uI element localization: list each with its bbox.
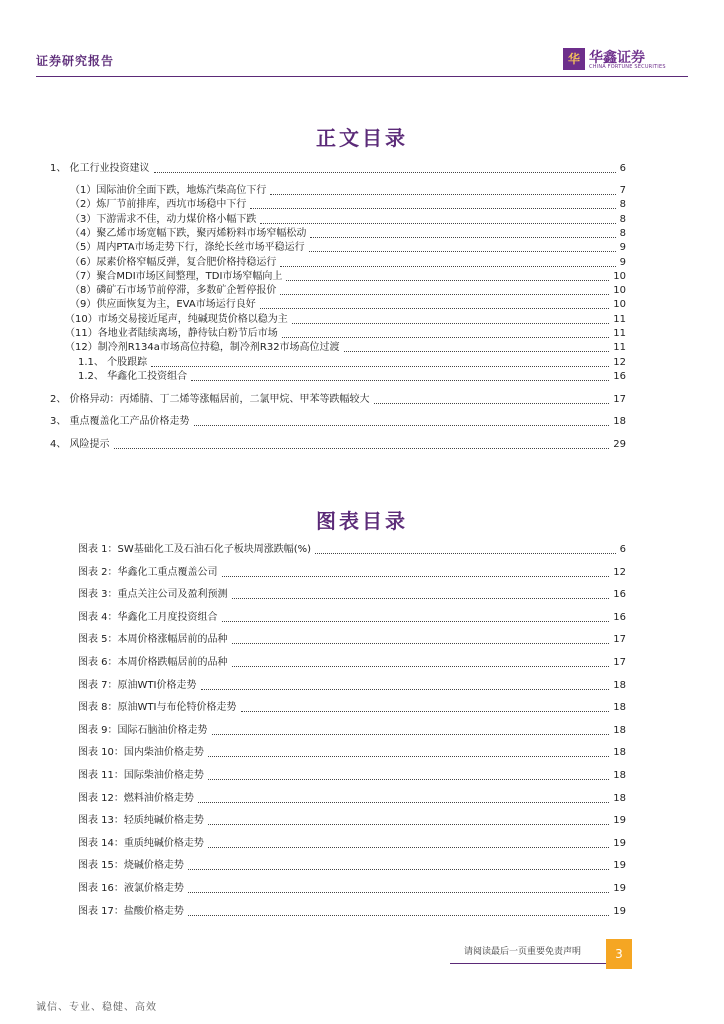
fig-entry-label: 图表 17：盐酸价格走势: [78, 905, 184, 917]
fig-entry-label: 图表 16：液氯价格走势: [78, 883, 184, 894]
toc-entry-label: （2）炼厂节前排库，西坑市场稳中下行: [70, 199, 247, 210]
fig-entry[interactable]: [78, 633, 626, 647]
toc-entry[interactable]: [70, 227, 626, 241]
toc-entry-label: （3）下游需求不佳，动力煤价格小幅下跌: [70, 214, 257, 225]
header-divider: [36, 76, 688, 77]
toc-entry-page: 29: [613, 439, 626, 450]
fig-entry-label: 图表 12：燃料油价格走势: [78, 792, 194, 804]
leader-dots: [280, 265, 615, 267]
leader-dots: [188, 914, 609, 916]
leader-dots: [286, 279, 609, 281]
fig-entry-label: 图表 15：烧碱价格走势: [78, 860, 184, 872]
leader-dots: [241, 710, 610, 712]
toc-entry-label: （10）市场交易接近尾声，纯碱现货价格以稳为主: [65, 314, 288, 325]
leader-dots: [208, 823, 609, 825]
toc-entry[interactable]: [50, 162, 626, 176]
fig-entry-label: 图表 9：国际石脑油价格走势: [78, 724, 208, 736]
fig-entry[interactable]: [78, 543, 626, 557]
toc-entry-page: 16: [613, 371, 626, 382]
figure-list-title: 图表目录: [316, 509, 408, 533]
leader-dots: [282, 336, 610, 338]
leader-dots: [280, 293, 609, 295]
fig-entry[interactable]: [78, 566, 626, 580]
fig-entry[interactable]: [78, 769, 626, 783]
toc-entry-label: 1.2、 华鑫化工投资组合: [78, 371, 188, 382]
leader-dots: [232, 597, 610, 599]
toc-entry-page: 17: [613, 394, 626, 405]
company-motto: 诚信、专业、稳健、高效: [36, 1002, 157, 1013]
toc-entry[interactable]: [65, 313, 626, 327]
toc-entry-label: （6）尿素价格窄幅反弹，复合肥价格持稳运行: [70, 257, 277, 268]
fig-entry-page: 17: [613, 657, 626, 668]
fig-entry-label: 图表 10：国内柴油价格走势: [78, 747, 204, 759]
leader-dots: [270, 193, 615, 195]
leader-dots: [292, 322, 610, 324]
toc-entry-label: 1、 化工行业投资建议: [50, 163, 150, 174]
fig-entry[interactable]: [78, 611, 626, 625]
toc-entry[interactable]: [70, 256, 626, 270]
toc-entry-page: 11: [613, 328, 626, 339]
fig-entry-page: 18: [613, 702, 626, 714]
leader-dots: [188, 891, 609, 893]
leader-dots: [260, 307, 610, 309]
fig-entry[interactable]: [78, 679, 626, 693]
leader-dots: [212, 733, 610, 735]
toc-entry[interactable]: [70, 284, 626, 298]
fig-entry[interactable]: [78, 905, 626, 919]
fig-entry-page: 19: [613, 860, 626, 872]
toc-entry-page: 8: [619, 199, 626, 210]
fig-entry-page: 18: [613, 792, 626, 804]
leader-dots: [188, 868, 609, 870]
fig-entry-page: 16: [613, 589, 626, 601]
fig-entry[interactable]: [78, 859, 626, 873]
fig-entry[interactable]: [78, 792, 626, 806]
toc-entry-label: （9）供应面恢复为主，EVA市场运行良好: [70, 299, 256, 310]
toc-entry-label: （7）聚合MDI市场区间整理，TDI市场窄幅向上: [70, 271, 283, 282]
fig-entry[interactable]: [78, 814, 626, 828]
toc-entry[interactable]: [78, 370, 626, 384]
fig-entry-page: 12: [613, 566, 626, 578]
toc-entry[interactable]: [70, 184, 626, 198]
toc-entry-label: （1）国际油价全面下跌，地炼汽柴高位下行: [70, 185, 267, 196]
toc-entry[interactable]: [70, 198, 626, 212]
fig-entry[interactable]: [78, 724, 626, 738]
fig-entry[interactable]: [78, 656, 626, 670]
toc-entry-page: 8: [619, 228, 626, 239]
toc-entry[interactable]: [78, 356, 626, 370]
toc-entry-label: 3、 重点覆盖化工产品价格走势: [50, 416, 190, 427]
toc-entry-page: 18: [613, 416, 626, 427]
toc-entry[interactable]: [70, 270, 626, 284]
leader-dots: [208, 755, 609, 757]
leader-dots: [194, 424, 610, 426]
toc-entry-page: 6: [619, 163, 626, 174]
logo-name: 华鑫证券: [589, 50, 645, 66]
logo-mark-icon: 华: [563, 48, 585, 70]
fig-entry-label: 图表 6：本周价格跌幅居前的品种: [78, 657, 228, 668]
toc-entry-page: 11: [613, 342, 626, 353]
leader-dots: [198, 801, 609, 803]
toc-entry[interactable]: [65, 327, 626, 341]
leader-dots: [222, 575, 610, 577]
fig-entry-label: 图表 14：重质纯碱价格走势: [78, 837, 204, 849]
toc-entry-page: 10: [613, 285, 626, 296]
fig-entry-label: 图表 8：原油WTI与布伦特价格走势: [78, 702, 237, 714]
toc-entry-page: 7: [619, 185, 626, 196]
leader-dots: [114, 447, 610, 449]
disclaimer-note: 请阅读最后一页重要免责声明: [464, 947, 582, 957]
page-number: 3: [606, 939, 632, 969]
fig-entry-label: 图表 4：华鑫化工月度投资组合: [78, 611, 218, 623]
leader-dots: [191, 379, 609, 381]
leader-dots: [208, 846, 609, 848]
fig-entry-label: 图表 7：原油WTI价格走势: [78, 679, 197, 691]
fig-entry-page: 18: [613, 724, 626, 736]
fig-entry-page: 19: [613, 837, 626, 849]
fig-entry[interactable]: [78, 882, 626, 896]
toc-entry-label: （12）制冷剂R134a市场高位持稳，制冷剂R32市场高位过渡: [65, 342, 340, 353]
fig-entry-page: 19: [613, 905, 626, 917]
toc-entry-page: 9: [619, 242, 626, 253]
toc-entry[interactable]: [50, 415, 626, 429]
footer-divider: [450, 963, 624, 964]
toc-entry-page: 8: [619, 214, 626, 225]
toc-title: 正文目录: [316, 126, 408, 150]
toc-entry[interactable]: [50, 393, 626, 407]
fig-entry-label: 图表 11：国际柴油价格走势: [78, 770, 204, 781]
fig-entry-page: 18: [613, 770, 626, 781]
fig-entry-label: 图表 5：本周价格涨幅居前的品种: [78, 634, 228, 646]
toc-entry-label: （5）周内PTA市场走势下行，涤纶长丝市场平稳运行: [70, 242, 305, 253]
fig-entry-label: 图表 13：轻质纯碱价格走势: [78, 815, 204, 827]
toc-entry[interactable]: [70, 241, 626, 255]
toc-entry-label: 1.1、 个股跟踪: [78, 357, 148, 368]
fig-entry[interactable]: [78, 701, 626, 715]
fig-entry[interactable]: [78, 837, 626, 851]
leader-dots: [309, 250, 616, 252]
leader-dots: [315, 552, 616, 554]
logo-english-name: CHINA FORTUNE SECURITIES: [589, 64, 666, 70]
leader-dots: [232, 665, 610, 667]
toc-entry-page: 12: [613, 357, 626, 368]
toc-entry-label: （4）聚乙烯市场宽幅下跌，聚丙烯粉料市场窄幅松动: [70, 228, 307, 239]
fig-entry-page: 18: [613, 679, 626, 691]
toc-entry-page: 11: [613, 314, 626, 325]
leader-dots: [310, 236, 615, 238]
fig-entry-page: 19: [613, 815, 626, 827]
toc-entry-page: 10: [613, 271, 626, 282]
leader-dots: [344, 350, 610, 352]
fig-entry-label: 图表 3：重点关注公司及盈利预测: [78, 589, 228, 601]
fig-entry[interactable]: [78, 746, 626, 760]
toc-entry-page: 9: [619, 257, 626, 268]
leader-dots: [154, 171, 616, 173]
toc-entry-page: 10: [613, 299, 626, 310]
toc-entry-label: 2、 价格异动：丙烯腈、丁二烯等涨幅居前，二氯甲烷、甲苯等跌幅较大: [50, 394, 370, 405]
toc-entry[interactable]: [70, 213, 626, 227]
toc-entry-label: （11）各地业者陆续离场，静待钛白粉节后市场: [65, 328, 278, 339]
leader-dots: [232, 642, 610, 644]
fig-entry-page: 17: [613, 634, 626, 646]
toc-entry-label: 4、 风险提示: [50, 439, 110, 450]
fig-entry-page: 19: [613, 883, 626, 894]
toc-entry[interactable]: [65, 341, 626, 355]
leader-dots: [222, 620, 610, 622]
fig-entry-page: 16: [613, 611, 626, 623]
company-logo: [563, 48, 666, 74]
toc-entry[interactable]: [50, 438, 626, 452]
fig-entry[interactable]: [78, 588, 626, 602]
fig-entry-page: 18: [613, 747, 626, 759]
fig-entry-page: 6: [619, 544, 626, 555]
leader-dots: [201, 688, 610, 690]
fig-entry-label: 图表 1：SW基础化工及石油石化子板块周涨跌幅(%): [78, 544, 312, 555]
leader-dots: [208, 778, 609, 780]
toc-entry[interactable]: [70, 298, 626, 312]
toc-entry-label: （8）磷矿石市场节前停滞，多数矿企暂停报价: [70, 285, 277, 296]
leader-dots: [374, 402, 610, 404]
fig-entry-label: 图表 2：华鑫化工重点覆盖公司: [78, 566, 218, 578]
leader-dots: [250, 207, 615, 209]
leader-dots: [260, 222, 615, 224]
report-type-label: 证券研究报告: [36, 54, 115, 68]
leader-dots: [151, 365, 609, 367]
